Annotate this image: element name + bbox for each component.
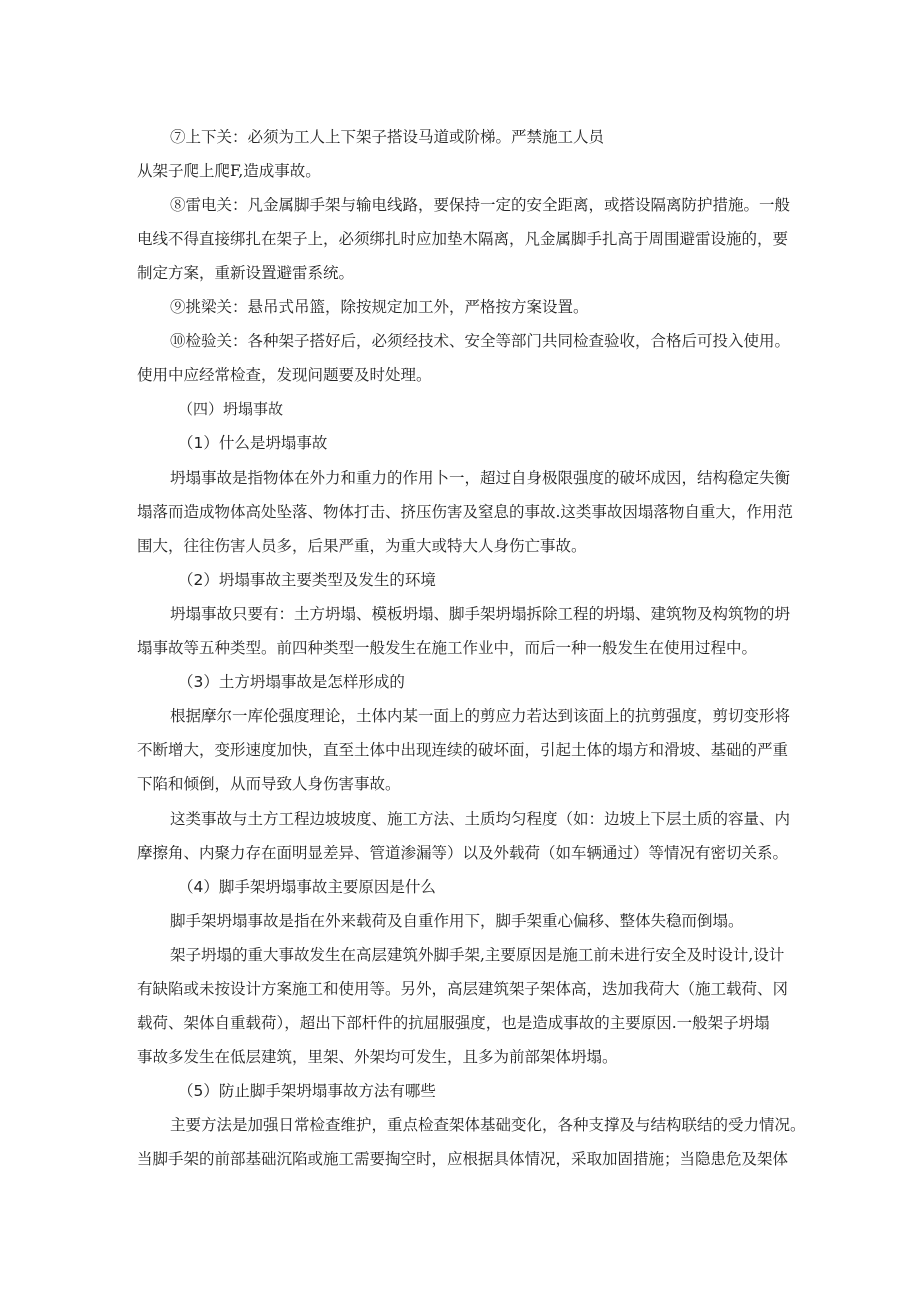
subsection-heading: （2）坍塌事故主要类型及发生的环境 — [178, 571, 436, 589]
text-line: 摩擦角、内聚力存在面明显差异、管道渗漏等）以及外载荷（如车辆通过）等情况有密切关系。 — [137, 844, 789, 862]
text-line: 使用中应经常检查，发现问题要及时处理。 — [137, 366, 432, 384]
text-line: ⑩检验关：各种架子搭好后，必须经技术、安全等部门共同检查验收，合格后可投入使用。 — [170, 332, 791, 350]
text-line: 脚手架坍塌事故是指在外来载荷及自重作用下，脚手架重心偏移、整体失稳而倒塌。 — [170, 912, 744, 930]
text-line: 电线不得直接绑扎在架子上，必须绑扎时应加垫木隔离，凡金属脚手扎高于周围避雷设施的，要 — [137, 230, 789, 248]
text-line: 制定方案，重新设置避雷系统。 — [137, 264, 355, 282]
text-line: ⑨挑梁关：悬吊式吊篮，除按规定加工外，严格按方案设置。 — [170, 298, 589, 316]
text-line: 坍塌事故只要有：土方坍塌、模板坍塌、脚手架坍塌拆除工程的坍塌、建筑物及构筑物的坍 — [170, 605, 791, 623]
text-line: 载荷、架体自重载荷），超出下部杆件的抗屈服强度，也是造成事故的主要原因.一般架子坍塌 — [137, 1014, 770, 1032]
subsection-heading: （5）防止脚手架坍塌事故方法有哪些 — [178, 1082, 436, 1100]
subsection-heading: （1）什么是坍塌事故 — [178, 434, 328, 452]
text-line: 根据摩尔一库伦强度理论，土体内某一面上的剪应力若达到该面上的抗剪强度，剪切变形将 — [170, 707, 791, 725]
text-line: 塌事故等五种类型。前四种类型一般发生在施工作业中，而后一种一般发生在使用过程中。 — [137, 639, 758, 657]
text-line: 事故多发生在低层建筑，里架、外架均可发生，且多为前部架体坍塌。 — [137, 1048, 618, 1066]
text-line: 围大，往往伤害人员多，后果严重，为重大或特大人身伤亡事故。 — [137, 537, 587, 555]
subsection-heading: （4）脚手架坍塌事故主要原因是什么 — [178, 878, 436, 896]
text-line: 这类事故与土方工程边坡坡度、施工方法、土质均匀程度（如：边坡上下层土质的容量、内 — [170, 810, 791, 828]
text-line: ⑦上下关：必须为工人上下架子搭设马道或阶梯。严禁施工人员 — [170, 128, 605, 146]
text-line: 从架子爬上爬F,造成事故。 — [137, 162, 321, 180]
text-line: 架子坍塌的重大事故发生在高层建筑外脚手架,主要原因是施工前未进行安全及时设计,设计 — [170, 946, 785, 964]
subsection-heading: （3）土方坍塌事故是怎样形成的 — [178, 673, 405, 691]
text-line: 坍塌事故是指物体在外力和重力的作用卜一，超过自身极限强度的破坏成因，结构稳定失衡 — [170, 469, 791, 487]
text-line: 当脚手架的前部基础沉陷或施工需要掏空时，应根据具体情况，采取加固措施；当隐患危及架体 — [137, 1150, 789, 1168]
text-line: 有缺陷或未按设计方案施工和使用等。另外，高层建筑架子架体高，迭加我荷大（施工载荷、冈 — [137, 980, 789, 998]
text-line: ⑧雷电关：凡金属脚手架与输电线路，要保持一定的安全距离，或搭设隔离防护措施。一般 — [170, 196, 791, 214]
section-heading: （四）坍塌事故 — [178, 400, 284, 418]
text-line: 塌落而造成物体高处坠落、物体打击、挤压伤害及窒息的事故.这类事故因塌落物自重大，作用范 — [137, 503, 793, 521]
text-line: 不断增大，变形速度加快，直至土体中出现连续的破坏面，引起土体的塌方和滑坡、基础的严重 — [137, 741, 789, 759]
text-line: 下陷和倾倒，从而导致人身伤害事故。 — [137, 775, 401, 793]
text-line: 主要方法是加强日常检查维护，重点检查架体基础变化，各种支撑及与结构联结的受力情况。 — [170, 1116, 806, 1134]
